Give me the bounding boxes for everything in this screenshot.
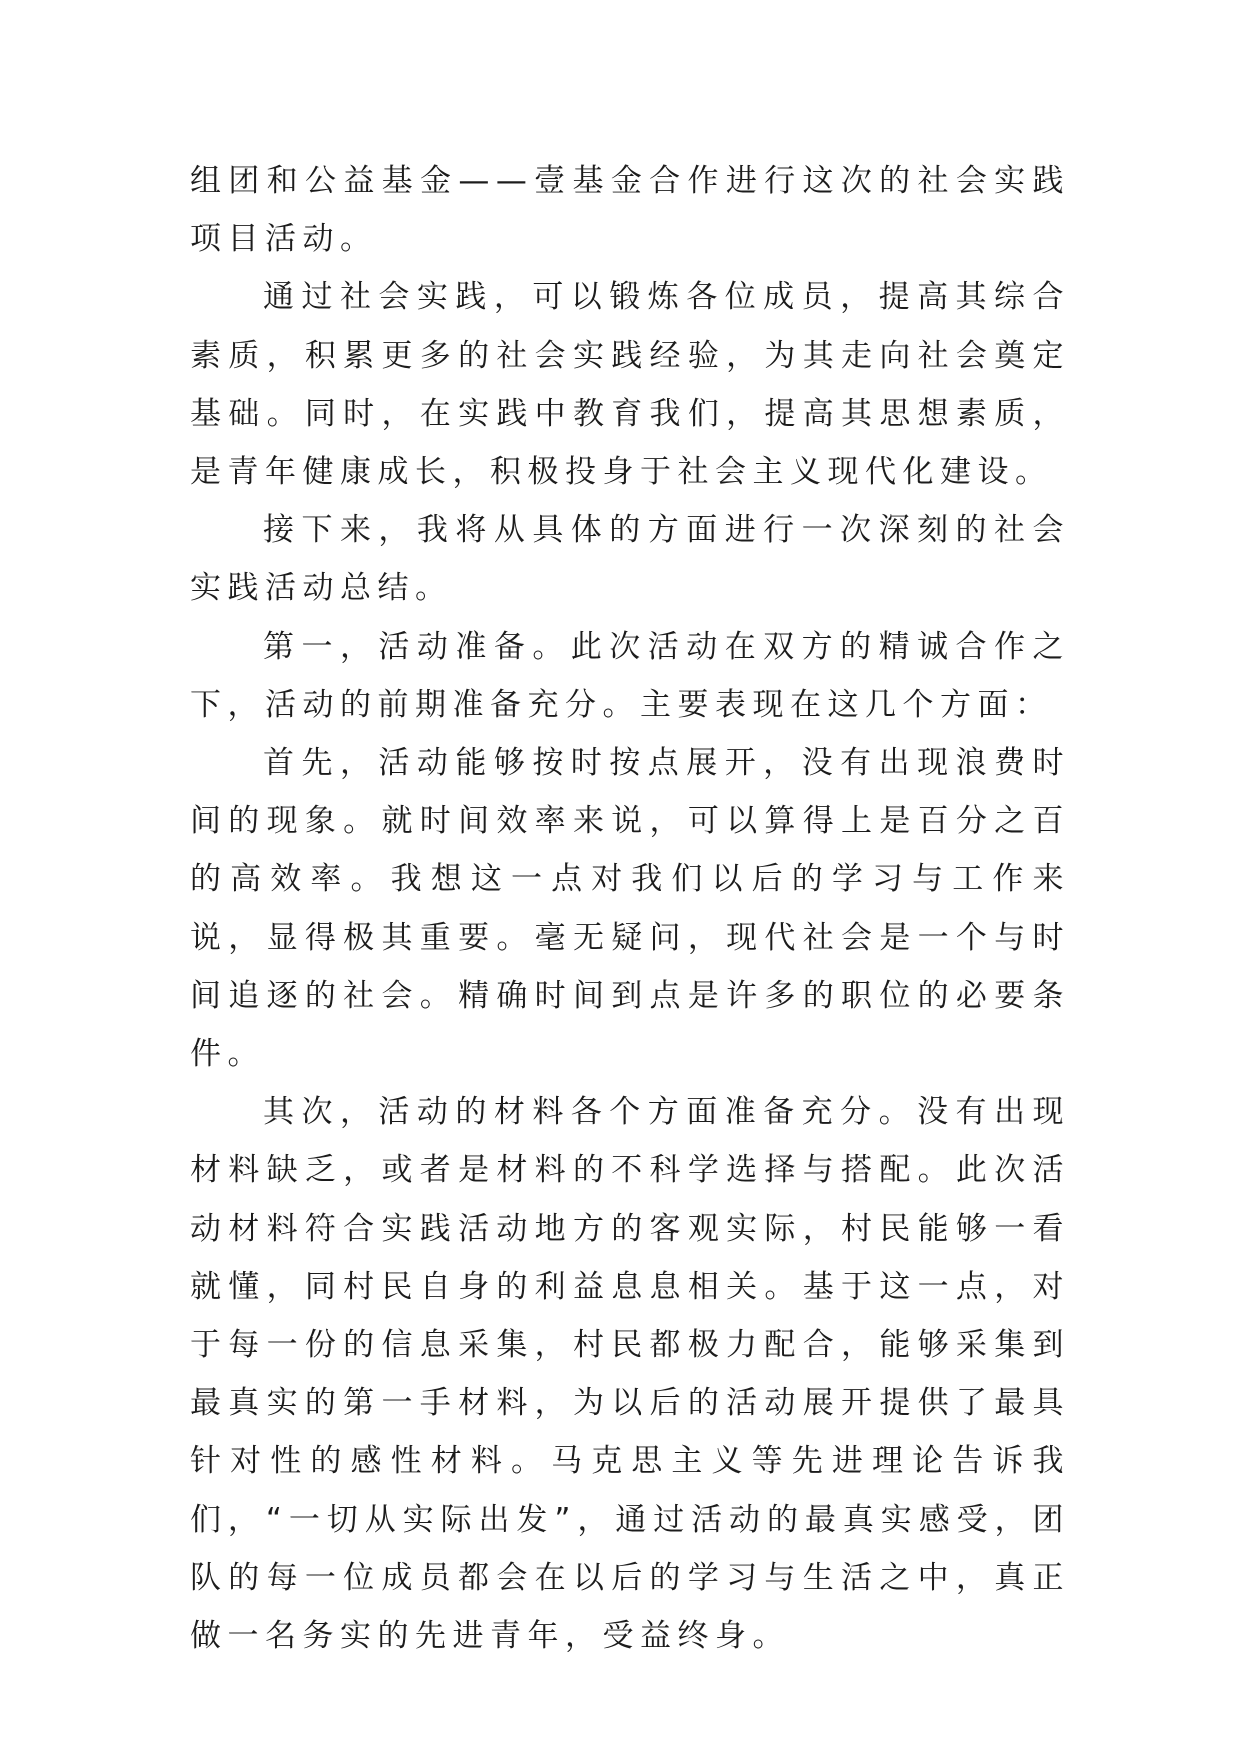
paragraph-second-point-materials: 其次，活动的材料各个方面准备充分。没有出现材料缺乏，或者是材料的不科学选择与搭配。此次活动材料符合实践活动地方的客观实际，村民能够一看就懂，同村民自身的利益息息相关。基于这一点，对于每一份的信息采集，村民都极力配合，能够采集到最真实的第一手材料，为以后的活动展开提供了最具针对性的感性材料。马克思主义等先进理论告诉我们，“一切从实际出发”，通过活动的最真实感受，团队的每一位成员都会在以后的学习与生活之中，真正做一名务实的先进青年，受益终身。 [190, 1094, 1070, 1655]
document-page [190, 152, 1070, 1665]
paragraph-first-point-timing: 首先，活动能够按时按点展开，没有出现浪费时间的现象。就时间效率来说，可以算得上是百分之百的高效率。我想这一点对我们以后的学习与工作来说，显得极其重要。毫无疑问，现代社会是一个与时间追逐的社会。精确时间到点是许多的职位的必要条件。 [190, 745, 1070, 1073]
paragraph-intro-continuation: 组团和公益基金——壹基金合作进行这次的社会实践项目活动。 [190, 163, 1070, 258]
paragraph-summary-intro: 接下来，我将从具体的方面进行一次深刻的社会实践活动总结。 [190, 512, 1070, 607]
paragraph-activity-preparation: 第一，活动准备。此次活动在双方的精诚合作之下，活动的前期准备充分。主要表现在这几个方面： [190, 628, 1070, 723]
paragraph-social-practice-benefits: 通过社会实践，可以锻炼各位成员，提高其综合素质，积累更多的社会实践经验，为其走向社会奠定基础。同时，在实践中教育我们，提高其思想素质，是青年健康成长，积极投身于社会主义现代化建设。 [190, 279, 1070, 491]
